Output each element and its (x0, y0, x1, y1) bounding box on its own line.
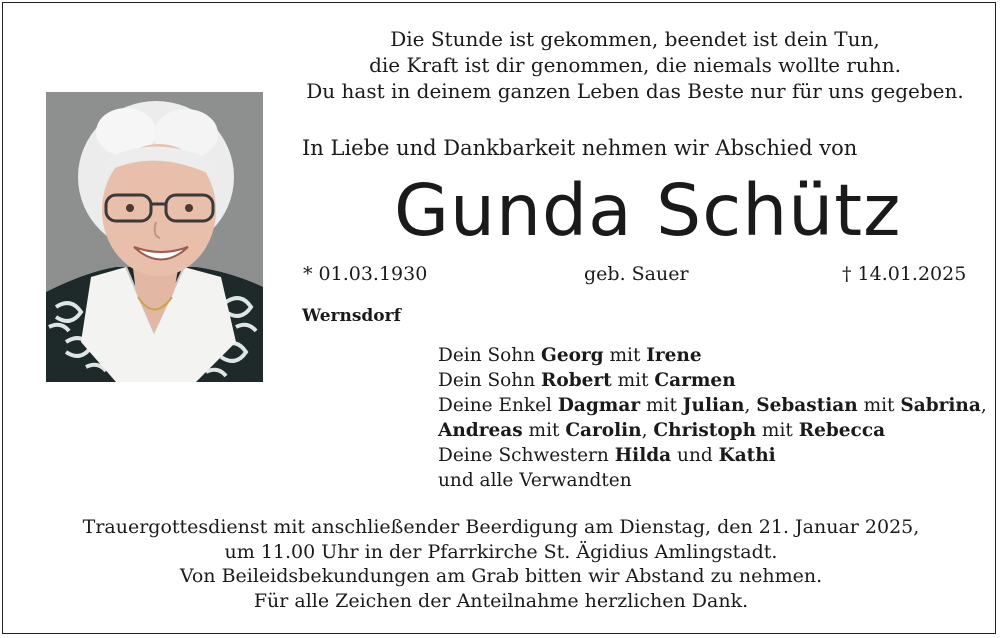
portrait-image (46, 92, 263, 382)
poem-line: Die Stunde ist gekommen, beendet ist dein Tun, (390, 27, 880, 51)
place-name: Wernsdorf (302, 306, 401, 326)
mourners-list (438, 343, 987, 493)
list-item: Deine Enkel Dagmar mit Julian, Sebastian mit Sabrina, (438, 395, 987, 416)
intro-text: In Liebe und Dankbarkeit nehmen wir Abschied von (302, 136, 858, 160)
service-information (46, 515, 956, 613)
deceased-name: Gunda Schütz (394, 169, 902, 252)
footer-line: Für alle Zeichen der Anteilnahme herzlichen Dank. (253, 589, 749, 612)
poem-line: Du hast in deinem ganzen Leben das Beste nur für uns gegeben. (306, 79, 964, 103)
maiden-name: geb. Sauer (584, 263, 689, 285)
list-item: Dein Sohn Georg mit Irene (438, 345, 702, 366)
portrait-photo (46, 92, 263, 382)
footer-line: Trauergottesdienst mit anschließender Beerdigung am Dienstag, den 21. Januar 2025, (82, 516, 920, 538)
list-item: und alle Verwandten (438, 470, 632, 491)
footer-line: Von Beileidsbekundungen am Grab bitten wir Abstand zu nehmen. (179, 565, 823, 587)
birth-date: * 01.03.1930 (303, 263, 428, 285)
memorial-poem (300, 26, 970, 104)
list-item: Andreas mit Carolin, Christoph mit Rebecca (438, 420, 886, 441)
list-item: Deine Schwestern Hilda und Kathi (438, 445, 776, 466)
list-item: Dein Sohn Robert mit Carmen (438, 370, 736, 391)
footer-line: um 11.00 Uhr in der Pfarrkirche St. Ägidius Amlingstadt. (224, 540, 778, 563)
poem-line: die Kraft ist dir genommen, die niemals wollte ruhn. (369, 53, 901, 77)
death-date: † 14.01.2025 (842, 263, 967, 285)
